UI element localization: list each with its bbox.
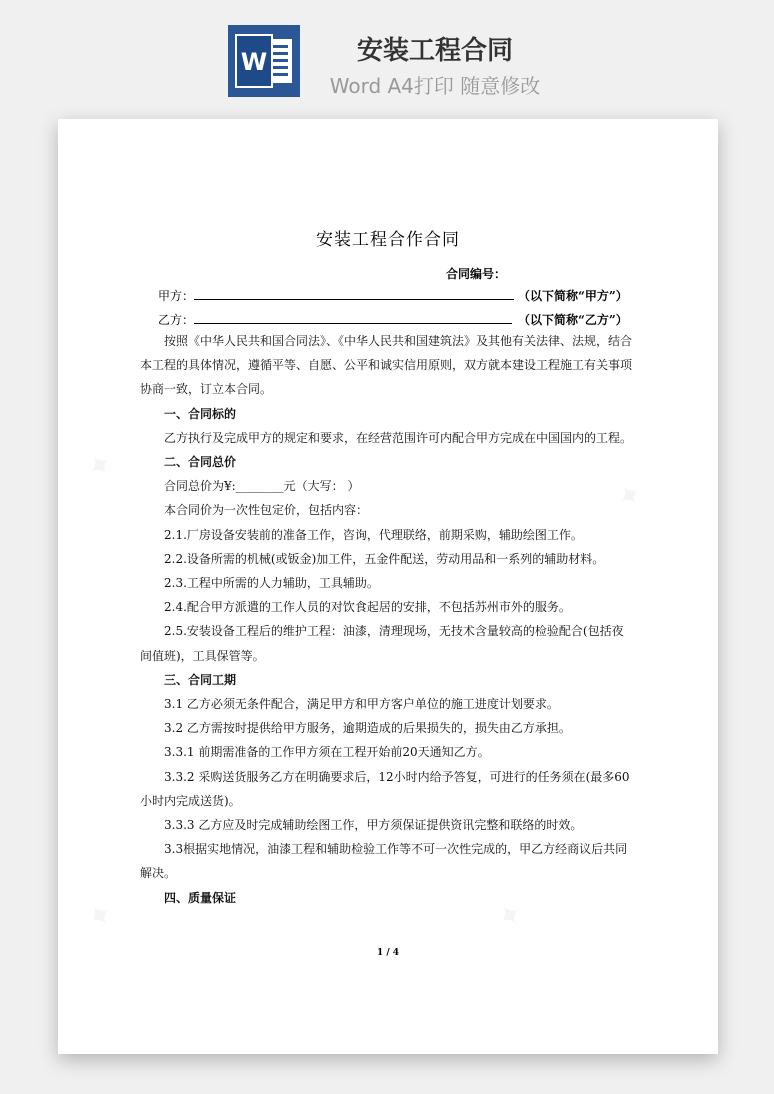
paragraph: 3.3根据实地情况，油漆工程和辅助检验工作等不可一次性完成的，甲乙方经商议后共同解决。 bbox=[140, 842, 628, 881]
paragraph: 3.3.3 乙方应及时完成辅助绘图工作，甲方须保证提供资讯完整和联络的时效。 bbox=[164, 818, 583, 833]
paragraph: 2.5.安装设备工程后的维护工程：油漆，清理现场，无技术含量较高的检验配合(包括夜间值班)，工具保管等。 bbox=[140, 624, 624, 663]
document-page bbox=[58, 119, 718, 1054]
paragraph: 乙方执行及完成甲方的规定和要求，在经营范围许可内配合甲方完成在中国国内的工程。 bbox=[164, 430, 633, 445]
paragraph: 本合同价为一次性包定价，包括内容： bbox=[164, 503, 369, 518]
header bbox=[0, 0, 774, 110]
party-b-label: 乙方： bbox=[158, 313, 195, 327]
contract-number-label: 合同编号： bbox=[446, 267, 507, 281]
watermark: ✦ bbox=[80, 444, 121, 489]
paragraph: 3.3.1 前期需准备的工作甲方须在工程开始前20天通知乙方。 bbox=[164, 745, 490, 760]
document-body bbox=[140, 329, 632, 910]
paragraph: 3.3.2 采购送货服务乙方在明确要求后，12小时内给予答复，可进行的任务须在(最多60小时内完成送货)。 bbox=[140, 769, 630, 808]
paragraph: 2.1.厂房设备安装前的准备工作，咨询，代理联络，前期采购，辅助绘图工作。 bbox=[164, 527, 583, 542]
party-a-suffix: （以下简称“甲方”） bbox=[518, 289, 628, 303]
document-title: 安装工程合作合同 bbox=[316, 230, 460, 250]
party-b-suffix: （以下简称“乙方”） bbox=[518, 313, 628, 327]
banner-subtitle: Word A4打印 随意修改 bbox=[329, 74, 541, 98]
paragraph: 合同总价为¥:________元（大写： ） bbox=[164, 479, 360, 494]
paragraph: 按照《中华人民共和国合同法》、《中华人民共和国建筑法》及其他有关法律、法规，结合本工程的具体情况，遵循平等、自愿、公平和诚实信用原则，双方就本建设工程施工有关事项协商一致，订立本合同。 bbox=[140, 334, 633, 397]
watermark: ✦ bbox=[80, 894, 121, 939]
party-a-label: 甲方： bbox=[158, 289, 195, 303]
watermark: ✦ bbox=[490, 894, 531, 939]
party-a-blank[interactable] bbox=[194, 287, 514, 300]
party-a-line bbox=[158, 287, 514, 304]
section-heading: 四、质量保证 bbox=[164, 890, 237, 905]
party-b-line bbox=[158, 311, 512, 328]
paragraph: 2.3.工程中所需的人力辅助，工具辅助。 bbox=[164, 576, 379, 591]
paragraph: 2.2.设备所需的机械(或钣金)加工件，五金件配送，劳动用品和一系列的辅助材料。 bbox=[164, 551, 605, 566]
paragraph: 2.4.配合甲方派遣的工作人员的对饮食起居的安排，不包括苏州市外的服务。 bbox=[164, 600, 571, 615]
watermark: ✦ bbox=[610, 474, 651, 519]
section-heading: 二、合同总价 bbox=[164, 455, 237, 470]
banner-title: 安装工程合同 bbox=[356, 36, 513, 66]
word-icon-letter: W bbox=[240, 48, 268, 76]
paragraph: 3.1 乙方必须无条件配合，满足甲方和甲方客户单位的施工进度计划要求。 bbox=[164, 697, 559, 712]
party-b-blank[interactable] bbox=[194, 311, 512, 324]
paragraph: 3.2 乙方需按时提供给甲方服务，逾期造成的后果损失的，损失由乙方承担。 bbox=[164, 721, 571, 736]
word-doc-icon bbox=[228, 25, 300, 97]
section-heading: 一、合同标的 bbox=[164, 406, 237, 421]
section-heading: 三、合同工期 bbox=[164, 672, 237, 687]
page-number: 1 / 4 bbox=[376, 948, 400, 958]
